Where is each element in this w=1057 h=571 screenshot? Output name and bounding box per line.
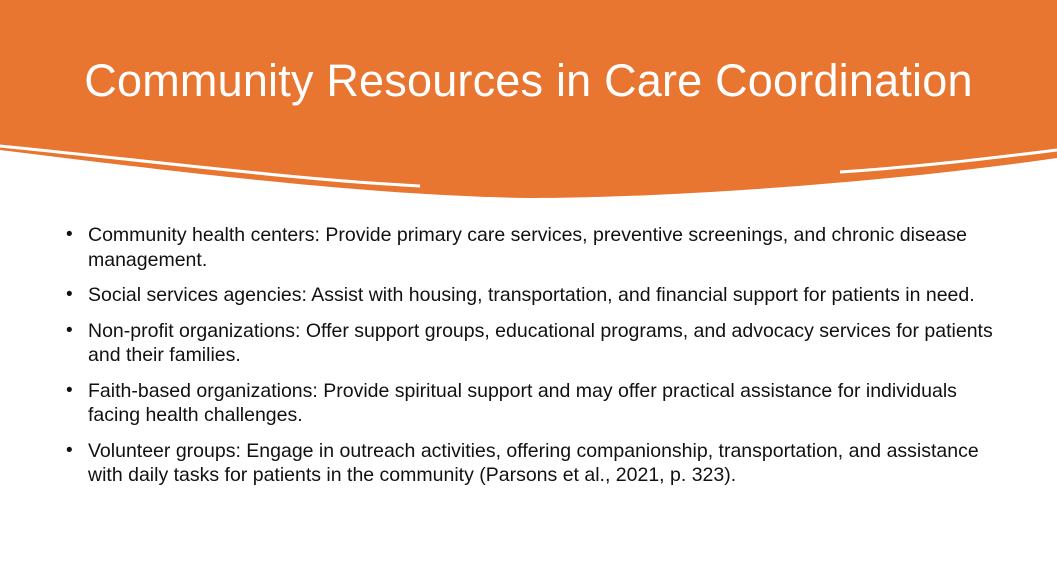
bullet-icon: • (66, 439, 73, 461)
bullet-text: Social services agencies: Assist with housing, transportation, and financial support for patients in need. (88, 284, 975, 306)
list-item (66, 379, 1006, 428)
bullet-text: Community health centers: Provide primary care services, preventive screenings, and chronic disease management. (88, 224, 967, 271)
bullet-text: Non-profit organizations: Offer support groups, educational programs, and advocacy services for patients and their families. (88, 319, 993, 366)
bullet-list (66, 223, 1006, 499)
list-item (66, 439, 1006, 488)
list-item (66, 283, 1006, 308)
list-item (66, 223, 1006, 272)
list-item (66, 319, 1006, 368)
bullet-icon: • (66, 379, 73, 401)
bullet-icon: • (66, 284, 73, 305)
slide-title: Community Resources in Care Coordination (84, 55, 973, 106)
bullet-text: Faith-based organizations: Provide spiritual support and may offer practical assistance for individuals facing health challenges. (88, 379, 957, 426)
bullet-icon: • (66, 319, 73, 341)
bullet-icon: • (66, 224, 73, 245)
bullet-text: Volunteer groups: Engage in outreach activities, offering companionship, transportation, and assistance with daily tasks for patients in the community (Parsons et al., 2021, p. 323). (88, 439, 979, 486)
